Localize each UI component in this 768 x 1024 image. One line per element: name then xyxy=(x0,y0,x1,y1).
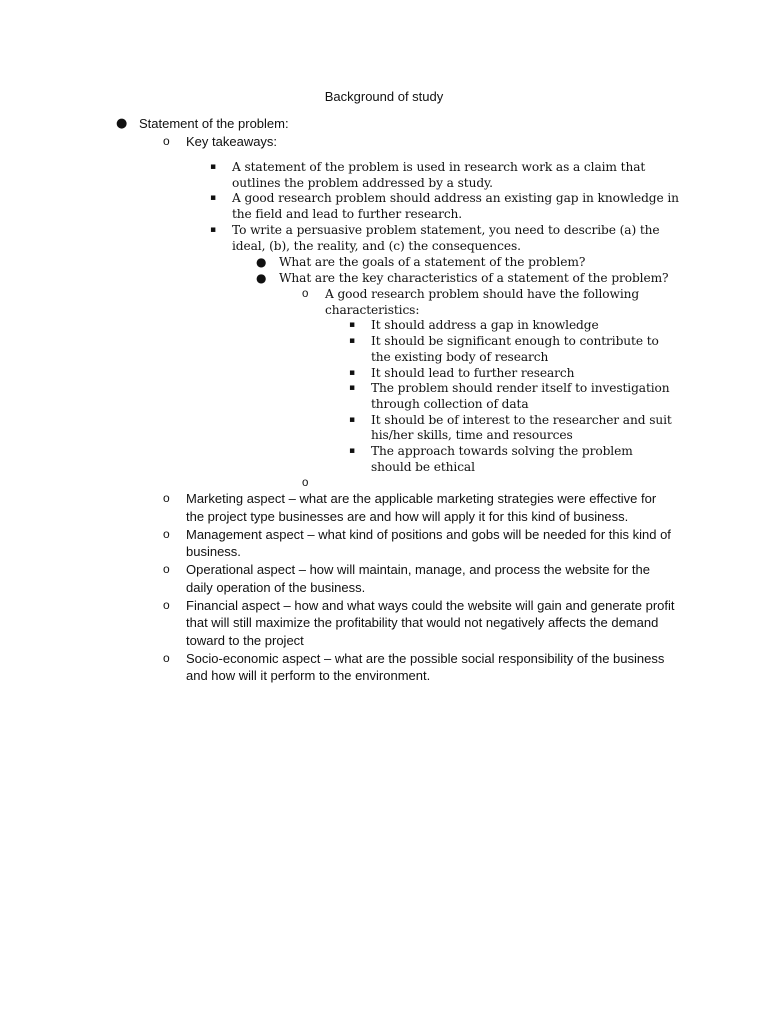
circle-bullet: o xyxy=(163,562,170,576)
circle-bullet: o xyxy=(163,491,170,505)
aspect-line: business. xyxy=(186,544,241,559)
aspect-line: Marketing aspect – what are the applicable marketing strategies were effective for xyxy=(186,491,657,506)
takeaway-line: ideal, (b), the reality, and (c) the consequences. xyxy=(232,239,521,253)
square-bullet: ▪ xyxy=(210,225,217,235)
disc-bullet: ● xyxy=(256,255,267,269)
takeaway-line: outlines the problem addressed by a study. xyxy=(232,176,493,190)
statement-heading: Statement of the problem: xyxy=(139,116,289,131)
aspect-line: Operational aspect – how will maintain, manage, and process the website for the xyxy=(186,562,650,577)
question-line: What are the key characteristics of a statement of the problem? xyxy=(279,271,669,285)
characteristic-line: The approach towards solving the problem xyxy=(371,444,633,458)
takeaway-line: A good research problem should address an existing gap in knowledge in xyxy=(232,191,679,205)
circle-bullet: o xyxy=(163,134,170,148)
takeaway-line: A statement of the problem is used in research work as a claim that xyxy=(232,160,646,174)
characteristic-line: It should address a gap in knowledge xyxy=(371,318,599,332)
aspect-line: Financial aspect – how and what ways could the website will gain and generate profit xyxy=(186,598,675,613)
circle-bullet: o xyxy=(163,651,170,665)
aspect-line: that will still maximize the profitability that would not negatively affects the demand xyxy=(186,615,659,630)
square-bullet: ▪ xyxy=(349,336,356,346)
aspect-line: the project type businesses are and how will apply it for this kind of business. xyxy=(186,509,629,524)
square-bullet: ▪ xyxy=(210,162,217,172)
document-title: Background of study xyxy=(324,89,444,104)
aspect-line: Socio-economic aspect – what are the possible social responsibility of the business xyxy=(186,651,665,666)
takeaway-line: the field and lead to further research. xyxy=(232,207,463,221)
square-bullet: ▪ xyxy=(349,383,356,393)
circle-bullet: o xyxy=(163,527,170,541)
characteristic-line: It should lead to further research xyxy=(371,366,575,380)
question-line: What are the goals of a statement of the problem? xyxy=(279,255,586,269)
circle-bullet: o xyxy=(302,288,309,300)
square-bullet: ▪ xyxy=(349,320,356,330)
square-bullet: ▪ xyxy=(349,415,356,425)
characteristic-line: should be ethical xyxy=(371,460,475,474)
aspect-line: toward to the project xyxy=(186,633,304,648)
circle-bullet: o xyxy=(302,477,309,489)
disc-bullet: ● xyxy=(116,116,128,131)
square-bullet: ▪ xyxy=(349,446,356,456)
square-bullet: ▪ xyxy=(210,193,217,203)
characteristic-line: The problem should render itself to investigation xyxy=(371,381,670,395)
aspect-line: and how will it perform to the environment. xyxy=(186,668,431,683)
disc-bullet: ● xyxy=(256,271,267,285)
key-takeaways-heading: Key takeaways: xyxy=(186,134,278,149)
square-bullet: ▪ xyxy=(349,368,356,378)
characteristic-line: the existing body of research xyxy=(371,350,549,364)
aspect-line: Management aspect – what kind of positions and gobs will be needed for this kind of xyxy=(186,527,671,542)
circle-bullet: o xyxy=(163,598,170,612)
aspect-line: daily operation of the business. xyxy=(186,580,366,595)
characteristic-line: his/her skills, time and resources xyxy=(371,428,573,442)
characteristics-intro: A good research problem should have the following xyxy=(325,287,640,301)
characteristic-line: It should be of interest to the researcher and suit xyxy=(371,413,672,427)
characteristics-intro: characteristics: xyxy=(325,303,420,317)
characteristic-line: It should be significant enough to contribute to xyxy=(371,334,659,348)
takeaway-line: To write a persuasive problem statement, you need to describe (a) the xyxy=(232,223,660,237)
characteristic-line: through collection of data xyxy=(371,397,529,411)
